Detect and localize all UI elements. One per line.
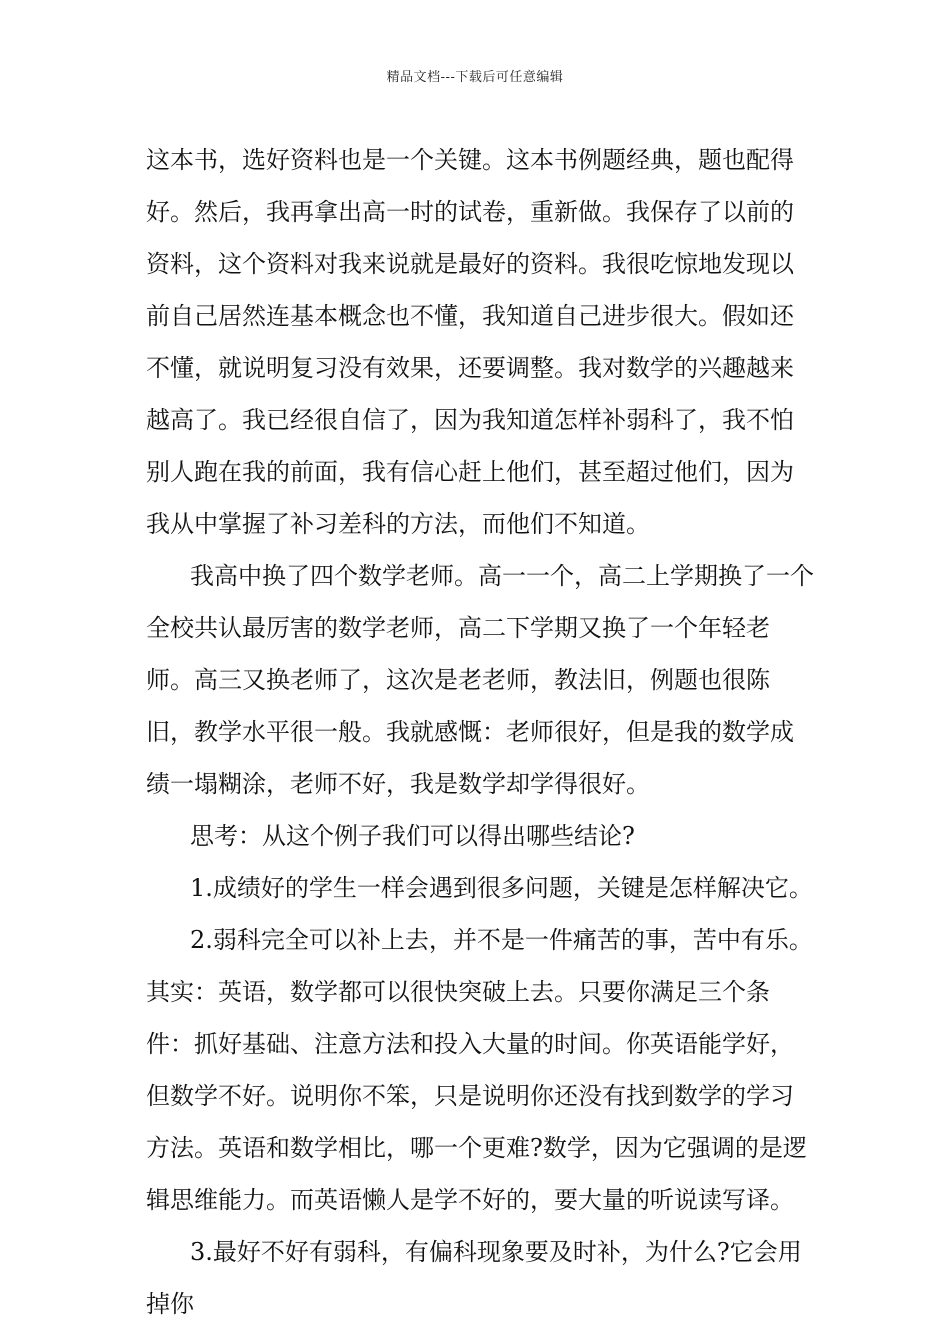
paragraph-teachers: 我高中换了四个数学老师。高一一个，高二上学期换了一个全校共认最厉害的数学老师，高二下学期又换了一个年轻老师。高三又换老师了，这次是老老师，教法旧，例题也很陈旧，教学水平很一般。我就感慨：老师很好，但是我的数学成绩一塌糊涂，老师不好，我是数学却学得很好。: [146, 562, 814, 798]
page-header: 精品文档---下载后可任意编辑: [386, 70, 564, 85]
paragraph-continuation: 这本书，选好资料也是一个关键。这本书例题经典，题也配得好。然后，我再拿出高一时的试卷，重新做。我保存了以前的资料，这个资料对我来说就是最好的资料。我很吃惊地发现以前自己居然连基本概念也不懂，我知道自己进步很大。假如还不懂，就说明复习没有效果，还要调整。我对数学的兴趣越来越高了。我已经很自信了，因为我知道怎样补弱科了，我不怕别人跑在我的前面，我有信心赶上他们，甚至超过他们，因为我从中掌握了补习差科的方法，而他们不知道。: [146, 146, 794, 538]
paragraph-question: 思考：从这个例子我们可以得出哪些结论?: [190, 822, 635, 850]
paragraph-point-3: 3.最好不好有弱科，有偏科现象要及时补，为什么?它会用掉你: [146, 1238, 802, 1318]
paragraph-point-2: 2.弱科完全可以补上去，并不是一件痛苦的事，苦中有乐。其实：英语，数学都可以很快突破上去。只要你满足三个条件：抓好基础、注意方法和投入大量的时间。你英语能学好，但数学不好。说明你不笨，只是说明你还没有找到数学的学习方法。英语和数学相比，哪一个更难?数学，因为它强调的是逻辑思维能力。而英语懒人是学不好的，要大量的听说读写译。: [146, 926, 813, 1214]
paragraph-point-1: 1.成绩好的学生一样会遇到很多问题，关键是怎样解决它。: [190, 874, 813, 902]
document-body: [146, 134, 814, 1330]
